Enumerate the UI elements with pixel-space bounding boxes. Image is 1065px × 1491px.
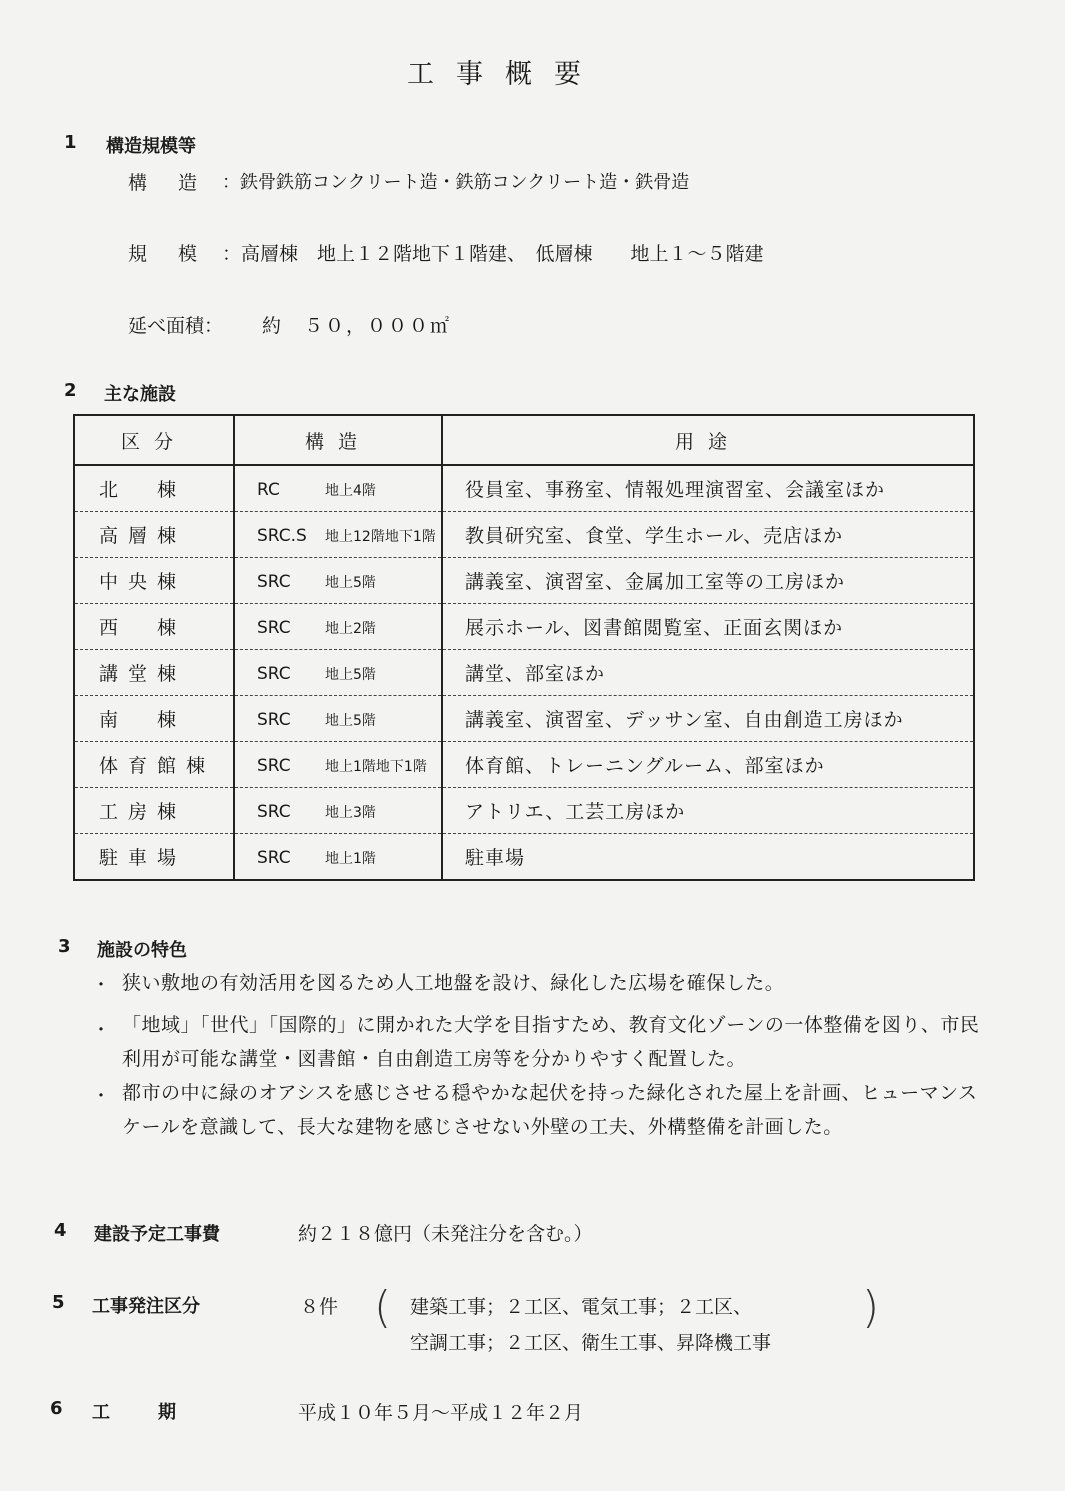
structure-type: SRC (257, 571, 291, 592)
table-row (74, 788, 974, 834)
header-structure: 構造 (234, 415, 442, 465)
feature-paragraph-1: 狭い敷地の有効活用を図るため人工地盤を設け、緑化した広場を確保した。 (122, 972, 785, 994)
structure-type: RC (257, 479, 280, 500)
structure-type: SRC (257, 663, 291, 684)
section-5-heading: 工事発注区分 (92, 1296, 200, 1317)
section-2-heading: 主な施設 (104, 384, 176, 405)
section-6-number: 6 (50, 1398, 63, 1419)
facility-use: 駐車場 (442, 834, 974, 881)
feature-paragraph-2: 「地域」「世代」「国際的」に開かれた大学を目指すため、教育文化ゾーンの一体整備を図り、市民利用が可能な講堂・図書館・自由創造工房等を分かりやすく配置した。 (122, 1014, 980, 1070)
facility-use: 教員研究室、食堂、学生ホール、売店ほか (442, 512, 974, 558)
facility-name: 高層棟 (74, 512, 234, 558)
section-1-heading: 構造規模等 (106, 136, 196, 157)
construction-cost-value: 約２１８億円（未発注分を含む。） (298, 1223, 593, 1245)
facility-name: 体育館棟 (74, 742, 234, 788)
facility-use: 講義室、演習室、金属加工室等の工房ほか (442, 558, 974, 604)
table-row (74, 650, 974, 696)
floor-area-label: 延べ面積： (128, 315, 224, 337)
facility-structure (234, 604, 442, 650)
structure-label: 構 造 (128, 172, 204, 194)
floor-count: 地上2階 (325, 620, 376, 637)
floor-count: 地上4階 (325, 482, 376, 499)
floor-count: 地上5階 (325, 712, 376, 729)
page-title: 工事概要 (407, 59, 603, 90)
floor-area-value: 約 ５０，０００㎡ (262, 315, 452, 337)
facility-structure (234, 558, 442, 604)
facility-use: アトリエ、工芸工房ほか (442, 788, 974, 834)
table-header-row (74, 415, 974, 465)
structure-type: SRC (257, 617, 291, 638)
table-row (74, 465, 974, 512)
floor-count: 地上3階 (325, 804, 376, 821)
section-2-number: 2 (64, 380, 77, 401)
section-3-number: 3 (58, 936, 71, 957)
facility-name: 駐車場 (74, 834, 234, 881)
table-row (74, 834, 974, 881)
order-count: ８件 (300, 1296, 339, 1318)
facility-structure (234, 834, 442, 881)
facility-name: 工房棟 (74, 788, 234, 834)
feature-paragraph-3: 都市の中に緑のオアシスを感じさせる穏やかな起伏を持った緑化された屋上を計画、ヒューマンスケールを意識して、長大な建物を感じさせない外壁の工夫、外構整備を計画した。 (122, 1082, 978, 1138)
table-row (74, 742, 974, 788)
bullet-2: ・ (92, 1020, 110, 1041)
floor-count: 地上1階地下1階 (325, 758, 427, 775)
facility-use: 講義室、演習室、デッサン室、自由創造工房ほか (442, 696, 974, 742)
table-row (74, 604, 974, 650)
floor-count: 地上5階 (325, 666, 376, 683)
order-line-1: 建築工事；２工区、電気工事；２工区、 (410, 1296, 753, 1318)
facility-use: 体育館、トレーニングルーム、部室ほか (442, 742, 974, 788)
header-category: 区分 (74, 415, 234, 465)
scale-label: 規 模 (128, 243, 204, 265)
structure-type: SRC (257, 847, 291, 868)
facility-name: 講堂棟 (74, 650, 234, 696)
construction-period-value: 平成１０年５月～平成１２年２月 (298, 1402, 584, 1424)
facility-use: 役員室、事務室、情報処理演習室、会議室ほか (442, 465, 974, 512)
facility-name: 中央棟 (74, 558, 234, 604)
facility-name: 北 棟 (74, 465, 234, 512)
bullet-1: ・ (92, 975, 110, 996)
close-parenthesis: ) (862, 1282, 880, 1333)
section-1-number: 1 (64, 132, 77, 153)
structure-type: SRC (257, 801, 291, 822)
scale-value: ：高層棟 地上１２階地下１階建、 低層棟 地上１～５階建 (222, 243, 764, 265)
header-use: 用途 (442, 415, 974, 465)
structure-value: ：鉄骨鉄筋コンクリート造・鉄筋コンクリート造・鉄骨造 (222, 172, 690, 193)
floor-count: 地上1階 (325, 850, 376, 867)
facility-name: 西 棟 (74, 604, 234, 650)
structure-type: SRC.S (257, 525, 307, 546)
facility-use: 展示ホール、図書館閲覧室、正面玄関ほか (442, 604, 974, 650)
facility-structure (234, 512, 442, 558)
section-4-number: 4 (54, 1220, 67, 1241)
section-3-heading: 施設の特色 (97, 940, 187, 961)
order-line-2: 空調工事；２工区、衛生工事、昇降機工事 (410, 1332, 772, 1354)
floor-count: 地上12階地下1階 (325, 528, 436, 545)
table-row (74, 512, 974, 558)
table-row (74, 696, 974, 742)
structure-type: SRC (257, 755, 291, 776)
facility-structure (234, 742, 442, 788)
facility-structure (234, 788, 442, 834)
table-row (74, 558, 974, 604)
facility-structure (234, 696, 442, 742)
facility-structure (234, 650, 442, 696)
floor-count: 地上5階 (325, 574, 376, 591)
bullet-3: ・ (92, 1086, 110, 1107)
section-5-number: 5 (52, 1292, 65, 1313)
structure-type: SRC (257, 709, 291, 730)
facility-use: 講堂、部室ほか (442, 650, 974, 696)
facility-structure (234, 465, 442, 512)
section-6-heading: 工 期 (92, 1402, 180, 1423)
section-4-heading: 建設予定工事費 (94, 1224, 220, 1245)
facilities-table (73, 414, 975, 881)
facility-name: 南 棟 (74, 696, 234, 742)
open-parenthesis: ( (374, 1282, 392, 1333)
